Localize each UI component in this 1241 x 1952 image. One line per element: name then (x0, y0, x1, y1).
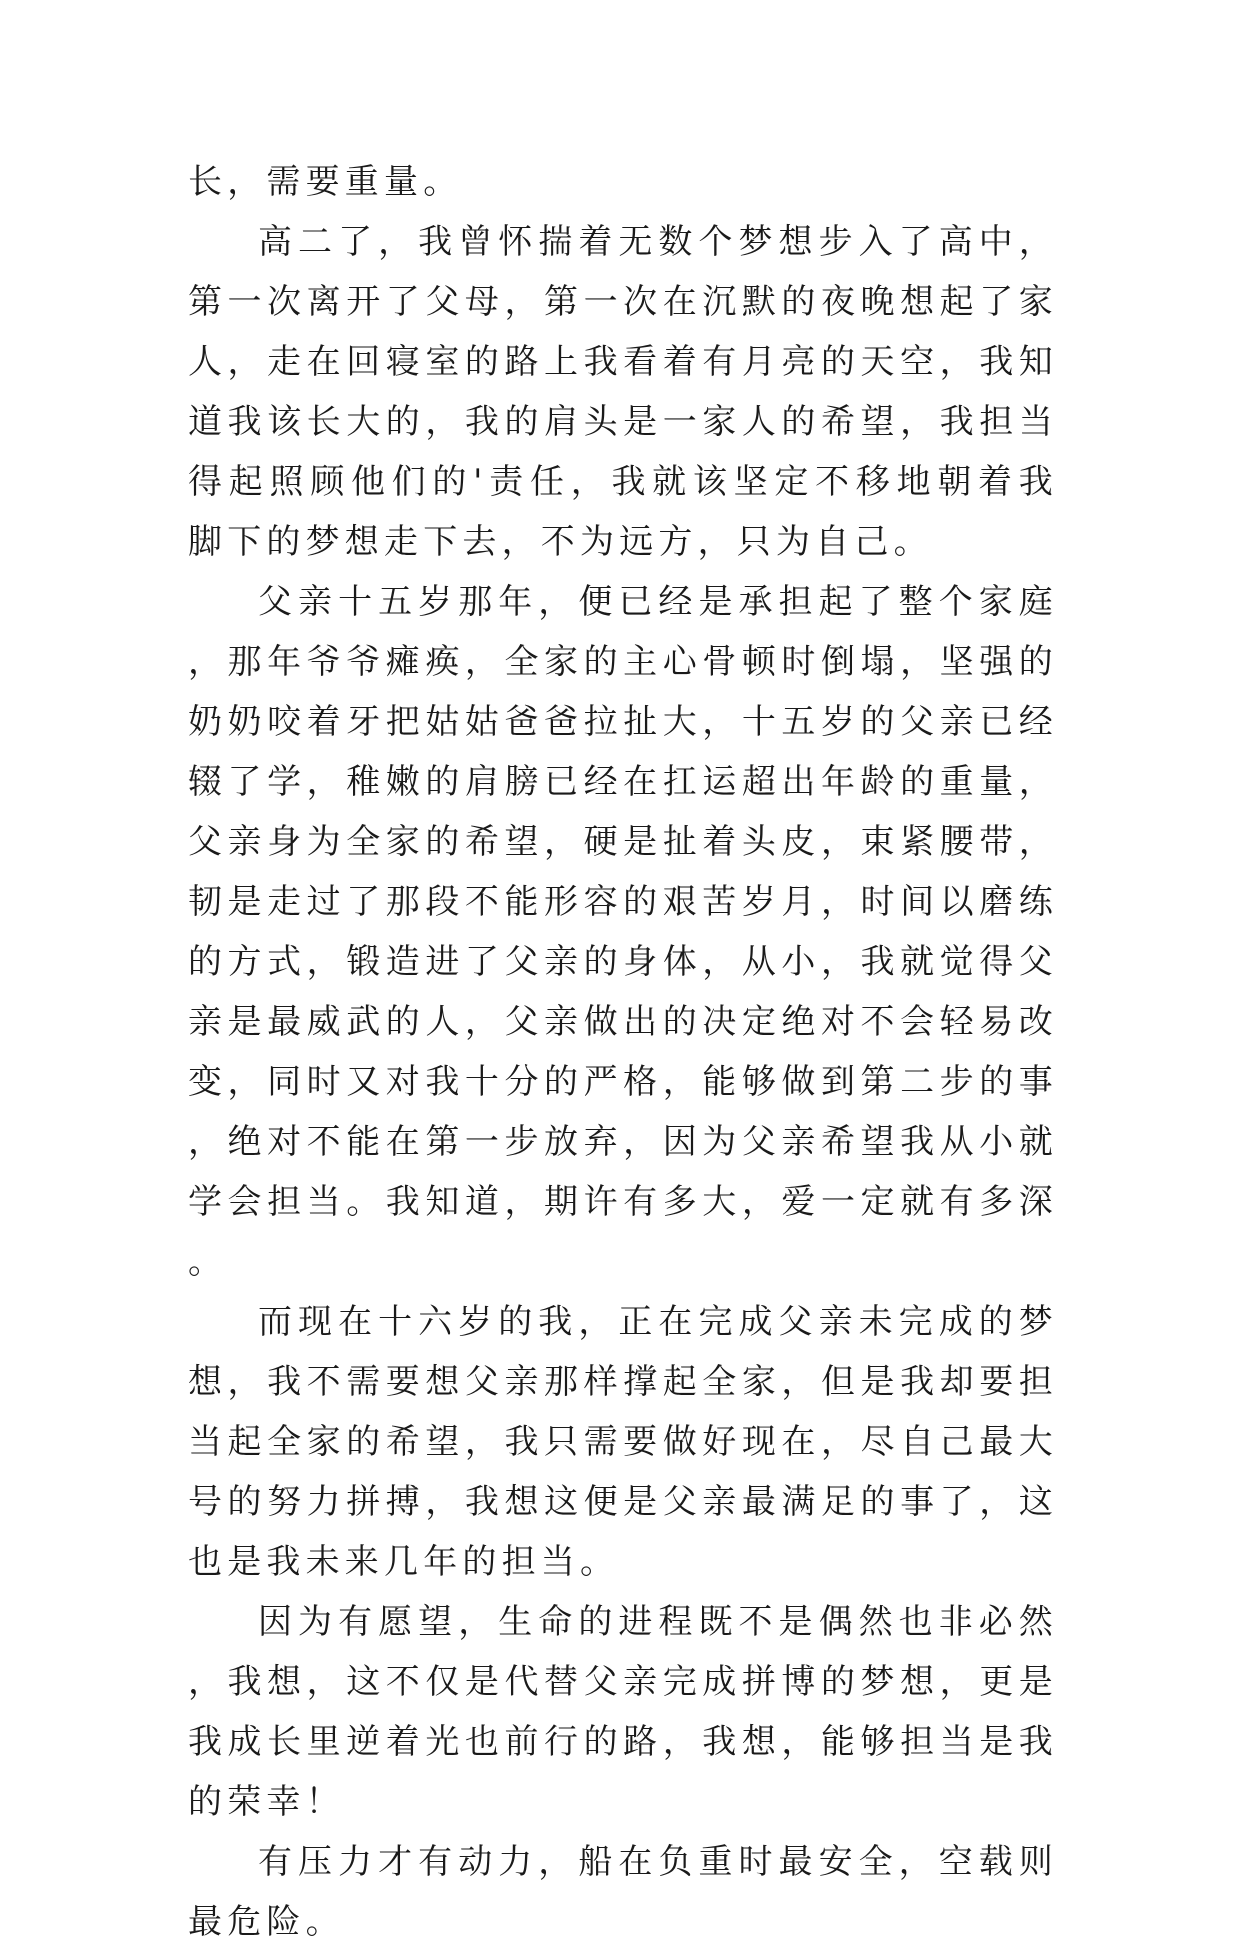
paragraph: 父亲十五岁那年，便已经是承担起了整个家庭，那年爷爷瘫痪，全家的主心骨顿时倒塌，坚强的奶奶咬着牙把姑姑爸爸拉扯大，十五岁的父亲已经辍了学，稚嫩的肩膀已经在扛运超出年龄的重量，父亲身为全家的希望，硬是扯着头皮，束紧腰带，韧是走过了那段不能形容的艰苦岁月，时间以磨练的方式，锻造进了父亲的身体，从小，我就觉得父亲是最威武的人，父亲做出的决定绝对不会轻易改变，同时又对我十分的严格，能够做到第二步的事，绝对不能在第一步放弃，因为父亲希望我从小就学会担当。我知道，期许有多大，爱一定就有多深。 (188, 582, 1058, 1282)
paragraph: 高二了，我曾怀揣着无数个梦想步入了高中，第一次离开了父母，第一次在沉默的夜晚想起了家人，走在回寝室的路上我看着有月亮的天空，我知道我该长大的，我的肩头是一家人的希望，我担当得起照顾他们的'责任，我就该坚定不移地朝着我脚下的梦想走下去，不为远方，只为自己。 (188, 222, 1058, 562)
paragraph: 有压力才有动力，船在负重时最安全，空载则最危险。 (188, 1842, 1058, 1942)
paragraph-continuation: 长，需要重量。 (188, 162, 463, 202)
document-body (188, 152, 1058, 1952)
paragraph: 因为有愿望，生命的进程既不是偶然也非必然，我想，这不仅是代替父亲完成拼博的梦想，更是我成长里逆着光也前行的路，我想，能够担当是我的荣幸！ (188, 1602, 1058, 1822)
paragraph: 而现在十六岁的我，正在完成父亲未完成的梦想，我不需要想父亲那样撑起全家，但是我却要担当起全家的希望，我只需要做好现在，尽自己最大号的努力拼搏，我想这便是父亲最满足的事了，这也是我未来几年的担当。 (188, 1302, 1058, 1582)
